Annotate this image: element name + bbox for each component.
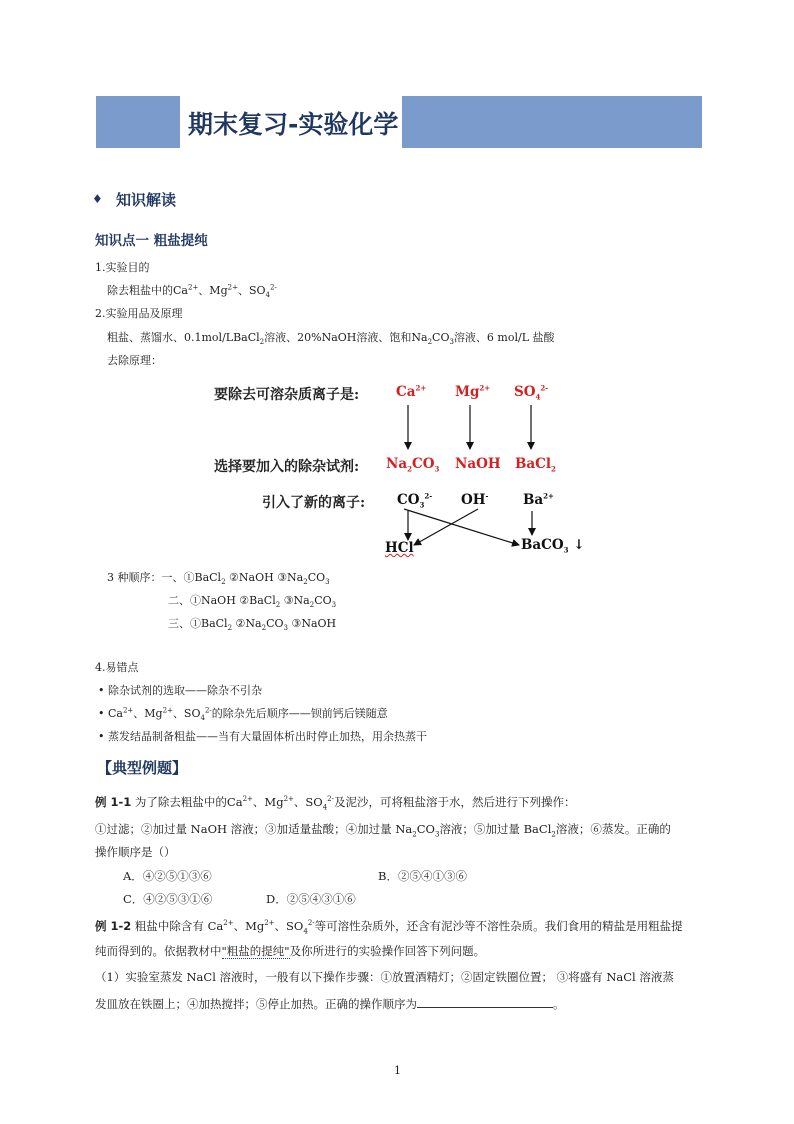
diagram-row2-label: 选择要加入的除杂试剂:: [214, 459, 360, 475]
diamond-bullet-icon: ♦: [92, 192, 103, 206]
order-one: 3 种顺序：一、①BaCl$_2$ ②NaOH $③Na_2CO_3$: [107, 571, 330, 587]
option-b: B．②⑤④①③⑥: [378, 869, 467, 883]
example-1-2-q1-line2: 发皿放在铁圈上；④加热搅拌；⑤停止加热。正确的操作顺序为 。: [95, 997, 565, 1011]
mistake-item-2: • $Ca^{2+}$、$Mg^{2+}$、$SO_4^{2-}$的除杂先后顺序——钡前钙后镁随意: [98, 706, 388, 723]
order-three: 三、①BaCl$_2$ $②Na_2CO_3$ ③NaOH: [168, 617, 337, 633]
item2-text: 粗盐、蒸馏水、0.1mol/LBaCl$_2$溶液、20%NaOH溶液、饱和$Na_2CO_3$溶液、6 mol/L 盐酸: [107, 331, 555, 347]
diagram-mg-ion: $Mg^{2+}$: [455, 383, 491, 400]
diagram-naoh: NaOH: [455, 456, 501, 472]
diagram-ba-ion: $Ba^{2+}$: [523, 491, 554, 508]
diagram-hcl: HCl: [385, 540, 414, 556]
diagram-co3-ion: $CO_3^{2-}$: [397, 491, 433, 510]
principle-label: 去除原理：: [107, 354, 162, 367]
knowledge-point-title: 知识点一 粗盐提纯: [95, 233, 208, 249]
mistake-item-3: • 蒸发结晶制备粗盐——当有大量固体析出时停止加热，用余热蒸干: [98, 730, 427, 743]
example-1-2-q1-line1: （1）实验室蒸发 NaCl 溶液时，一般有以下操作步骤：①放置酒精灯；②固定铁圈位置； ③将盛有 NaCl 溶液蒸: [95, 970, 674, 984]
mistake-item-1: • 除杂试剂的选取——除杂不引杂: [98, 684, 262, 697]
mistakes-heading: 4.易错点: [95, 661, 139, 674]
option-a: A．④②⑤①③⑥: [123, 869, 212, 883]
typical-examples-title: 【典型例题】: [97, 759, 188, 777]
order-two: 二、①NaOH ②BaCl$_2$ $③Na_2CO_3$: [168, 594, 337, 610]
diagram-baco3: BaCO$_3$ ↓: [521, 537, 585, 555]
diagram-bacl2: BaCl$_2$: [515, 456, 556, 474]
answer-blank[interactable]: [417, 995, 553, 1008]
example-1-1-line2: ①过滤；②加过量 NaOH 溶液；③加适量盐酸；④加过量 $Na_2CO_3$溶液；⑤加过量 BaCl$_2$溶液；⑥蒸发。正确的: [95, 822, 671, 839]
example-1-1-line1: 例 1-1 为了除去粗盐中的$Ca^{2+}$、$Mg^{2+}$、$SO_4^{2-}$及泥沙，可将粗盐溶于水，然后进行下列操作：: [95, 795, 576, 812]
section-title: 知识解读: [116, 191, 177, 209]
arrow-co3-baco3: [404, 509, 519, 545]
diagram-row3-label: 引入了新的离子:: [262, 495, 366, 511]
diagram-row1-label: 要除去可溶杂质离子是:: [214, 387, 360, 403]
item2-heading: 2.实验用品及原理: [95, 307, 183, 320]
example-1-2-line1: 例 1-2 粗盐中除含有 $Ca^{2+}$、$Mg^{2+}$、$SO_4^{2-}$等可溶性杂质外，还含有泥沙等不溶性杂质。我们食用的精盐是用粗盐提: [95, 919, 683, 936]
option-d: D．②⑤④③①⑥: [266, 892, 356, 906]
item1-heading: 1.实验目的: [95, 261, 150, 274]
page-number: 1: [394, 1064, 401, 1077]
option-c: C．④②⑤③①⑥: [123, 892, 213, 906]
diagram-na2co3: $Na_2CO_3$: [386, 456, 440, 474]
example-1-2-line2: 纯而得到的。依据教材中"粗盐的提纯"及你所进行的实验操作回答下列问题。: [95, 944, 486, 958]
page-title: 期末复习-实验化学: [188, 110, 399, 139]
diagram-oh-ion: OH-: [461, 491, 489, 508]
item1-text: 除去粗盐中的$Ca^{2+}$、$Mg^{2+}$、$SO_4^{2-}$: [107, 283, 277, 300]
diagram-ca-ion: $Ca^{2+}$: [396, 383, 427, 400]
example-1-1-line3: 操作顺序是（）: [95, 845, 176, 859]
arrow-oh-hcl: [414, 509, 478, 545]
diagram-so4-ion: $SO_4^{2-}$: [514, 383, 549, 402]
